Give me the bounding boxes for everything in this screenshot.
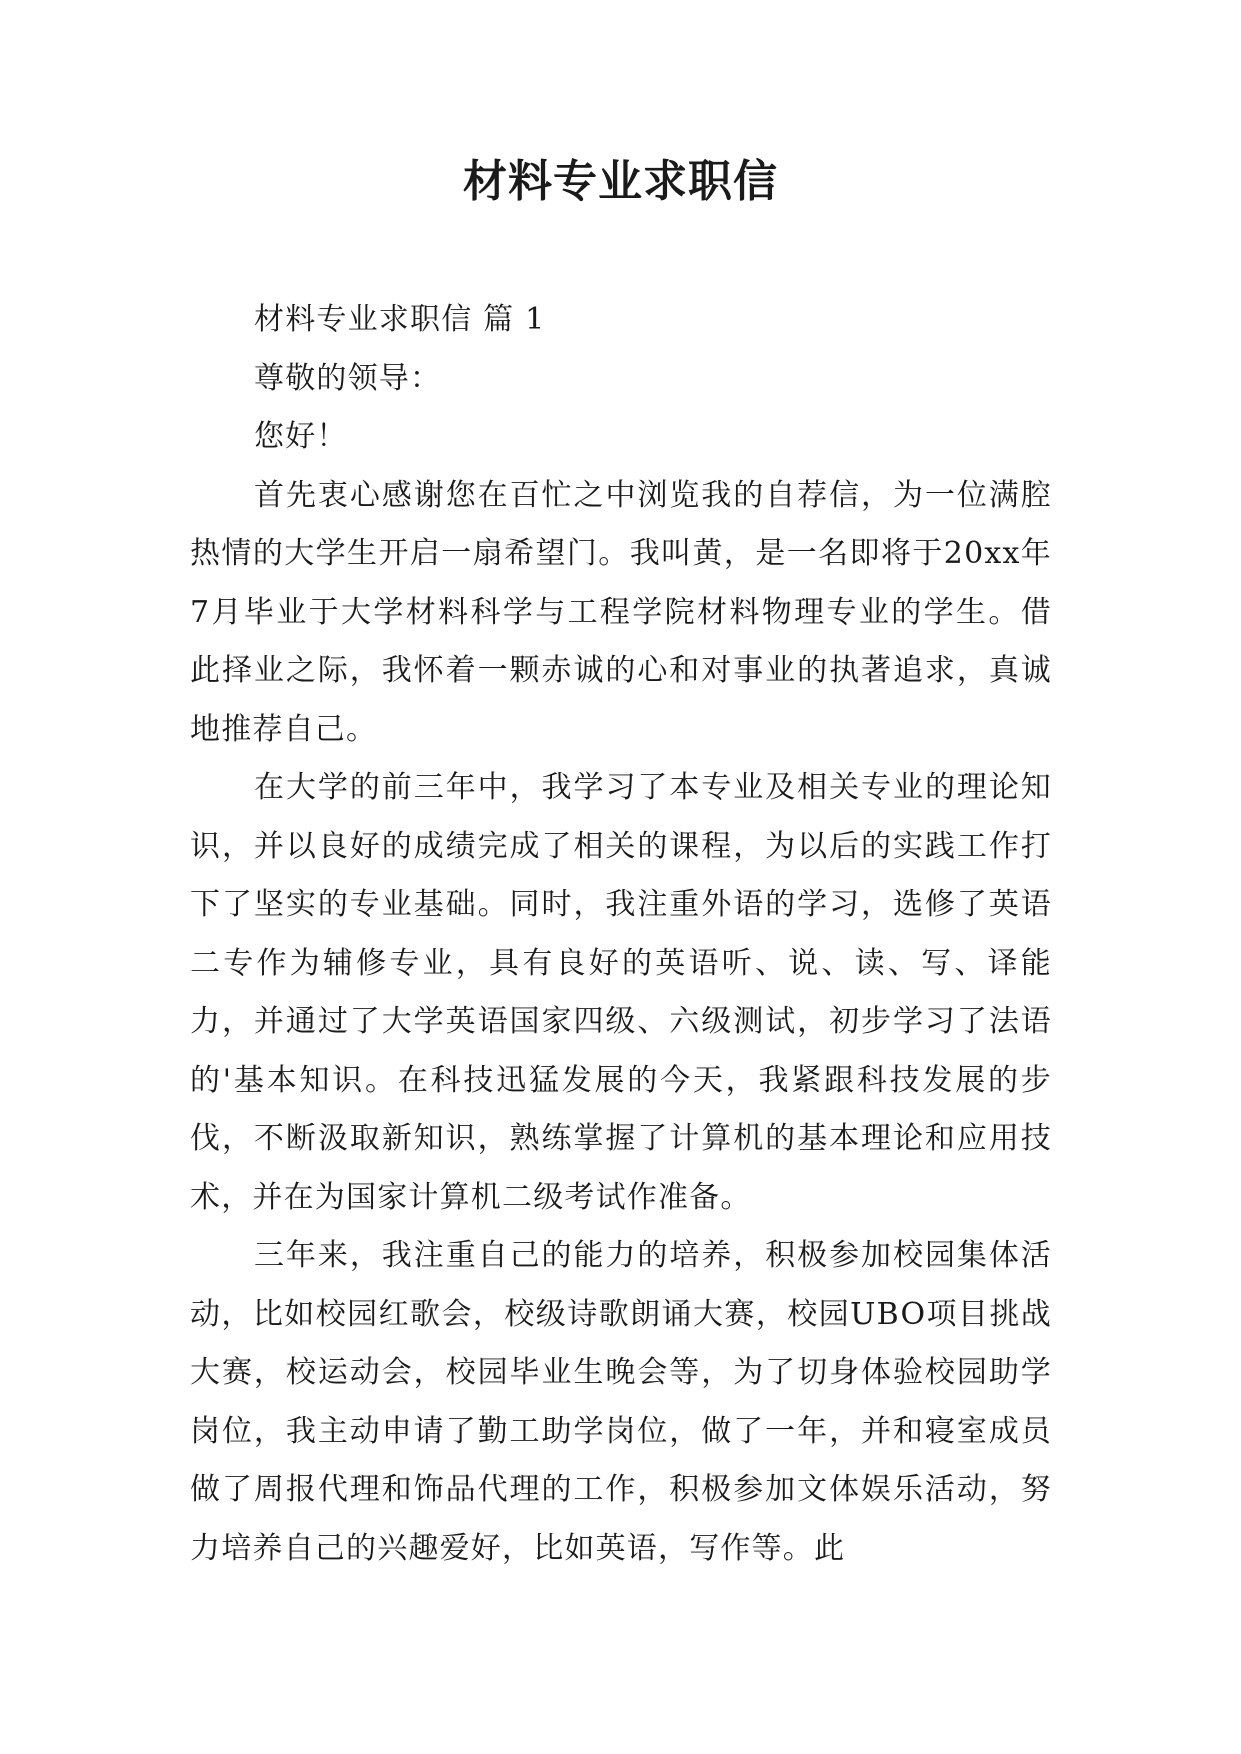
document-title: 材料专业求职信 (463, 156, 778, 207)
salutation: 尊敬的领导： (254, 360, 442, 396)
greeting: 您好！ (254, 419, 348, 454)
document-body (190, 291, 1052, 1578)
paragraph-studies: 在大学的前三年中，我学习了本专业及相关专业的理论知识，并以良好的成绩完成了相关的课程，为以后的实践工作打下了坚实的专业基础。同时，我注重外语的学习，选修了英语二专作为辅修专业，具有良好的英语听、说、读、写、译能力，并通过了大学英语国家四级、六级测试，初步学习了法语的'基本知识。在科技迅猛发展的今天，我紧跟科技发展的步伐，不断汲取新知识，熟练掌握了计算机的基本理论和应用技术，并在为国家计算机二级考试作准备。 (190, 770, 1052, 1215)
paragraph-activities: 三年来，我注重自己的能力的培养，积极参加校园集体活动，比如校园红歌会，校级诗歌朗诵大赛，校园UBO项目挑战大赛，校运动会，校园毕业生晚会等，为了切身体验校园助学岗位，我主动申请了勤工助学岗位，做了一年，并和寝室成员做了周报代理和饰品代理的工作，积极参加文体娱乐活动，努力培养自己的兴趣爱好，比如英语，写作等。此 (190, 1238, 1052, 1566)
section-heading: 材料专业求职信 篇 1 (254, 302, 546, 337)
paragraph-intro: 首先衷心感谢您在百忙之中浏览我的自荐信，为一位满腔热情的大学生开启一扇希望门。我叫黄，是一名即将于20xx年7月毕业于大学材料科学与工程学院材料物理专业的学生。借此择业之际，我怀着一颗赤诚的心和对事业的执著追求，真诚地推荐自己。 (190, 477, 1052, 747)
